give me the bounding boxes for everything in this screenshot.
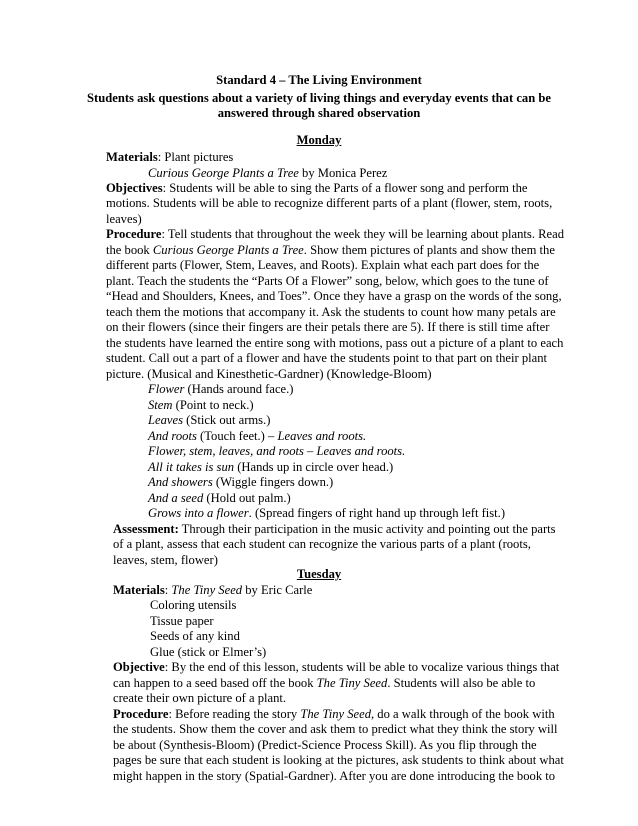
song-line: Stem (Point to neck.) bbox=[148, 398, 254, 412]
materials-label: Materials bbox=[113, 583, 165, 597]
assessment-label: Assessment: bbox=[113, 522, 179, 536]
text-line: create their own picture of a plant. bbox=[113, 691, 287, 705]
procedure-label: Procedure bbox=[113, 707, 169, 721]
tuesday-materials: Materials: The Tiny Seed by Eric Carle bbox=[113, 583, 313, 597]
standard-subtitle-line-2: answered through shared observation bbox=[217, 106, 421, 120]
monday-assessment: Assessment: Through their participation in the music activity and pointing out the parts bbox=[113, 522, 556, 536]
monday-heading: Monday bbox=[296, 133, 342, 147]
materials-label: Materials bbox=[106, 150, 158, 164]
procedure-label: Procedure bbox=[106, 227, 162, 241]
text-line: leaves) bbox=[106, 212, 142, 226]
material-item: Coloring utensils bbox=[150, 598, 237, 612]
text-line: can happen to a seed based off the book The Tiny Seed. Students will also be able to bbox=[113, 676, 536, 690]
song-line: And roots (Touch feet.) – Leaves and roots. bbox=[148, 429, 367, 443]
monday-materials: Materials: Plant pictures bbox=[106, 150, 234, 164]
material-item: Tissue paper bbox=[150, 614, 214, 628]
tuesday-heading: Tuesday bbox=[296, 567, 342, 581]
text-line: leaves, stem, flower) bbox=[113, 553, 218, 567]
objective-label: Objective bbox=[113, 660, 165, 674]
monday-material-book: Curious George Plants a Tree by Monica Perez bbox=[148, 166, 388, 180]
song-line: Leaves (Stick out arms.) bbox=[148, 413, 271, 427]
material-item: Glue (stick or Elmer’s) bbox=[150, 645, 267, 659]
text-line: plant. Teach the students the “Parts Of a Flower” song, below, which goes to the tune of bbox=[106, 274, 549, 288]
monday-objectives: Objectives: Students will be able to sing the Parts of a flower song and perform the bbox=[106, 181, 528, 195]
text-line: the students have learned the entire song with motions, pass out a picture of a plant to each bbox=[106, 336, 564, 350]
tuesday-procedure: Procedure: Before reading the story The Tiny Seed, do a walk through of the book with bbox=[113, 707, 555, 721]
song-line: And showers (Wiggle fingers down.) bbox=[148, 475, 334, 489]
text-line: different parts (Flower, Stem, Leaves, and Roots). Explain what each part does for the bbox=[106, 258, 540, 272]
text-line: motions. Students will be able to recognize different parts of a plant (flower, stem, roots, bbox=[106, 196, 553, 210]
text-line: “Head and Shoulders, Knees, and Toes”. Once they have a grasp on the words of the song, bbox=[106, 289, 562, 303]
text-line: the students. Show them the cover and ask them to predict what they think the story will bbox=[113, 722, 558, 736]
song-line: And a seed (Hold out palm.) bbox=[148, 491, 291, 505]
monday-procedure: Procedure: Tell students that throughout the week they will be learning about plants. Read bbox=[106, 227, 565, 241]
standard-title: Standard 4 – The Living Environment bbox=[216, 73, 422, 87]
text-line: on their flowers (since their fingers are their petals there are 5). If there is still time after bbox=[106, 320, 550, 334]
text-line: student. Call out a part of a flower and have the students point to that part on their plant bbox=[106, 351, 548, 365]
text-line: might happen in the story (Spatial-Gardner). After you are done introducing the book to bbox=[113, 769, 556, 783]
song-line: Flower (Hands around face.) bbox=[148, 382, 294, 396]
standard-subtitle-line-1: Students ask questions about a variety of living things and everyday events that can be bbox=[87, 91, 551, 105]
tuesday-objective: Objective: By the end of this lesson, students will be able to vocalize various things that bbox=[113, 660, 560, 674]
objectives-label: Objectives bbox=[106, 181, 163, 195]
song-line: Flower, stem, leaves, and roots – Leaves and roots. bbox=[148, 444, 406, 458]
text-line: be about (Synthesis-Bloom) (Predict-Science Process Skill). As you flip through the bbox=[113, 738, 537, 752]
text-line: of a plant, assess that each student can recognize the various parts of a plant (roots, bbox=[113, 537, 531, 551]
text-line: pages be sure that each student is looking at the pictures, ask students to think about what bbox=[113, 753, 564, 767]
text-line: picture. (Musical and Kinesthetic-Gardner) (Knowledge-Bloom) bbox=[106, 367, 432, 381]
text-line: the book Curious George Plants a Tree. Show them pictures of plants and show them the bbox=[106, 243, 555, 257]
song-line: All it takes is sun (Hands up in circle over head.) bbox=[148, 460, 394, 474]
material-item: Seeds of any kind bbox=[150, 629, 240, 643]
song-line: Grows into a flower. (Spread fingers of right hand up through left fist.) bbox=[148, 506, 506, 520]
text-line: teach them the motions that accompany it. Ask the students to count how many petals are bbox=[106, 305, 556, 319]
